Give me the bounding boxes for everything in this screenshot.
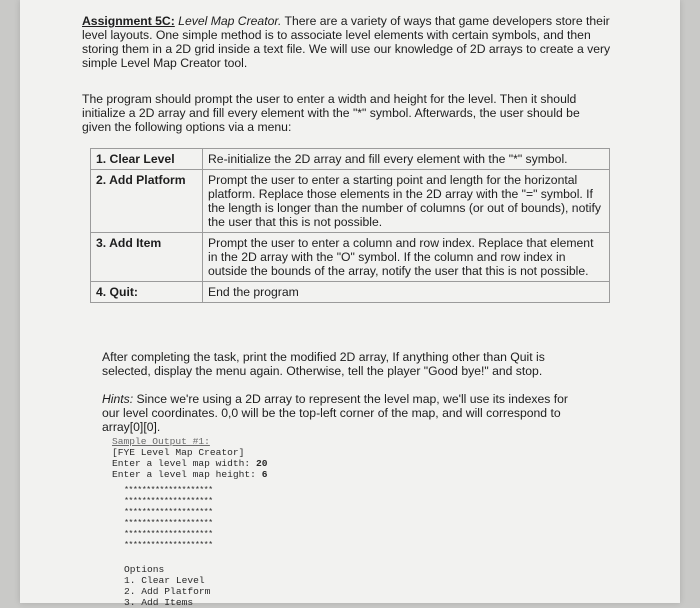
table-row bbox=[91, 233, 610, 282]
table-row bbox=[91, 149, 610, 170]
menu-table bbox=[90, 148, 610, 303]
menu-description: End the program bbox=[203, 282, 610, 303]
grid-row: ******************** bbox=[124, 518, 213, 528]
hints-text: Since we're using a 2D array to represent the level map, we'll use its indexes for our level coordinates. 0,0 will be the top-left corner of the map, and will correspond to array[0][0]. bbox=[102, 392, 568, 434]
sample-output-title: Sample Output #1: bbox=[112, 436, 210, 447]
width-value: 20 bbox=[255, 458, 268, 469]
document-page bbox=[20, 0, 680, 608]
level-grid bbox=[124, 485, 213, 551]
menu-option: 4. Quit: bbox=[91, 282, 203, 303]
grid-row: ******************** bbox=[124, 485, 213, 495]
menu-description: Prompt the user to enter a starting point and length for the horizontal platform. Replace those elements in the 2D array with the "=" symbol. If the length is longer than the number of columns (or out of bounds), notify the user that this is not possible. bbox=[203, 170, 610, 233]
options-list bbox=[124, 564, 210, 608]
grid-row: ******************** bbox=[124, 507, 213, 517]
hints-paragraph bbox=[102, 392, 582, 434]
menu-description: Re-initialize the 2D array and fill every element with the "*" symbol. bbox=[203, 149, 610, 170]
list-item: 3. Add Items bbox=[124, 597, 194, 608]
grid-row: ******************** bbox=[124, 540, 213, 550]
hints-label: Hints: bbox=[102, 392, 134, 406]
sample-output-header: [FYE Level Map Creator] bbox=[112, 447, 245, 458]
menu-option: 3. Add Item bbox=[91, 233, 203, 282]
menu-description: Prompt the user to enter a column and row index. Replace that element in the 2D array with the "O" symbol. If the column and row index in outside the bounds of the array, notify the user that this is not possible. bbox=[203, 233, 610, 282]
intro-paragraph bbox=[82, 14, 622, 70]
height-prompt-line bbox=[112, 469, 352, 480]
grid-row: ******************** bbox=[124, 529, 213, 539]
table-row bbox=[91, 282, 610, 303]
prompt-paragraph: The program should prompt the user to enter a width and height for the level. Then it should initialize a 2D array and fill every element with the "*" symbol. Afterwards, the user should be given the following options via a menu: bbox=[82, 92, 580, 134]
assignment-heading: Assignment 5C: bbox=[82, 14, 175, 28]
menu-option: 1. Clear Level bbox=[91, 149, 203, 170]
options-title: Options bbox=[124, 564, 165, 575]
grid-row: ******************** bbox=[124, 496, 213, 506]
sample-output bbox=[112, 436, 352, 480]
width-prompt: Enter a level map width: bbox=[112, 458, 251, 469]
assignment-title: Level Map Creator. bbox=[178, 14, 282, 28]
width-prompt-line bbox=[112, 458, 352, 469]
after-paragraph: After completing the task, print the modified 2D array, If anything other than Quit is selected, display the menu again. Otherwise, tell the player "Good bye!" and stop. bbox=[102, 350, 545, 378]
height-value: 6 bbox=[261, 469, 268, 480]
table-row bbox=[91, 170, 610, 233]
menu-option: 2. Add Platform bbox=[91, 170, 203, 233]
height-prompt: Enter a level map height: bbox=[112, 469, 256, 480]
list-item: 1. Clear Level bbox=[124, 575, 205, 586]
intro-text: There are a variety of ways that game developers store their level layouts. One simple method is to associate level elements with certain symbols, and then storing them in a 2D grid inside a text file. We will use our knowledge of 2D arrays to create a very simple Level Map Creator tool. bbox=[82, 14, 611, 70]
list-item: 2. Add Platform bbox=[124, 586, 211, 597]
